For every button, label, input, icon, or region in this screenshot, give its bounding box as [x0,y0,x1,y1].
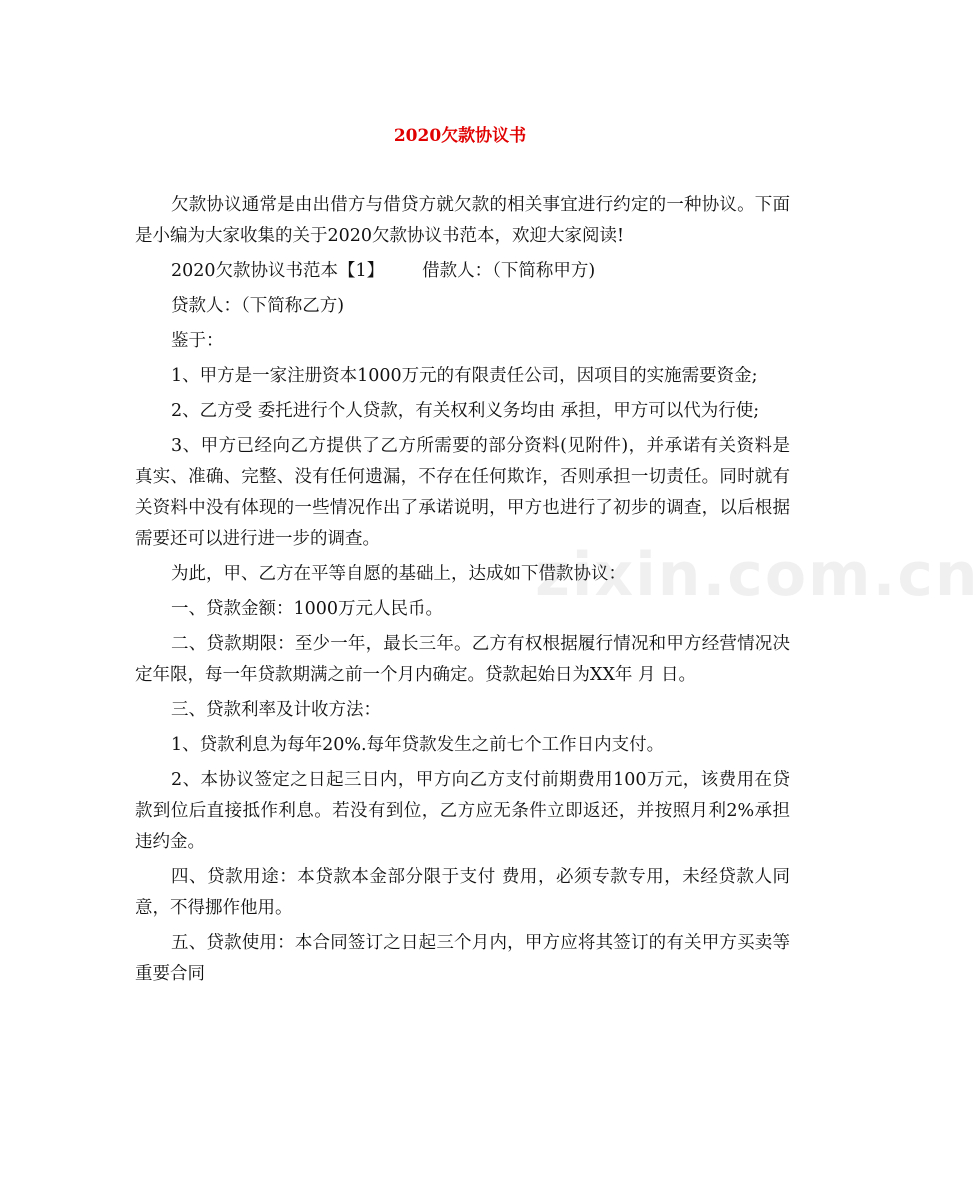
clause-loan-term: 二、贷款期限：至少一年，最长三年。乙方有权根据履行情况和甲方经营情况决定年限，每一年贷款期满之前一个月内确定。贷款起始日为XX年 月 日。 [135,634,790,685]
whereas-item-1: 1、甲方是一家注册资本1000万元的有限责任公司，因项目的实施需要资金; [171,366,758,386]
clause-loan-purpose: 四、贷款用途：本贷款本金部分限于支付 费用，必须专款专用，未经贷款人同意，不得挪作他用。 [135,867,790,918]
paragraph-heading-line [135,256,790,287]
clause-interest-item-2: 2、本协议签定之日起三日内，甲方向乙方支付前期费用100万元，该费用在贷款到位后直接抵作利息。若没有到位，乙方应无条件立即返还，并按照月利2%承担违约金。 [135,770,790,852]
watermark: zixin.com.cn [535,540,980,610]
document-body [135,190,790,994]
borrower-line: 借款人：（下简称甲方) [422,261,596,281]
document-title: 2020欠款协议书 [393,126,527,146]
whereas-heading: 鉴于： [171,331,224,351]
clause-interest-item-1: 1、贷款利息为每年20%.每年贷款发生之前七个工作日内支付。 [171,735,665,755]
clause-loan-amount: 一、贷款金额：1000万元人民币。 [171,599,444,619]
sample-heading: 2020欠款协议书范本【1】 [171,261,385,281]
paragraph-intro: 欠款协议通常是由出借方与借贷方就欠款的相关事宜进行约定的一种协议。下面是小编为大家收集的关于2020欠款协议书范本，欢迎大家阅读! [135,195,790,246]
clause-interest-heading: 三、贷款利率及计收方法： [171,700,381,720]
lender-line: 贷款人：（下简称乙方) [171,296,345,316]
agreement-intro: 为此，甲、乙方在平等自愿的基础上，达成如下借款协议： [171,564,626,584]
whereas-item-2: 2、乙方受 委托进行个人贷款，有关权利义务均由 承担，甲方可以代为行使; [171,401,760,421]
whereas-item-3: 3、甲方已经向乙方提供了乙方所需要的部分资料(见附件)，并承诺有关资料是真实、准确、完整、没有任何遗漏，不存在任何欺诈，否则承担一切责任。同时就有关资料中没有体现的一些情况作出了承诺说明，甲方也进行了初步的调查，以后根据需要还可以进行进一步的调查。 [135,436,790,549]
clause-loan-use: 五、贷款使用：本合同签订之日起三个月内，甲方应将其签订的有关甲方买卖等重要合同 [135,933,790,984]
